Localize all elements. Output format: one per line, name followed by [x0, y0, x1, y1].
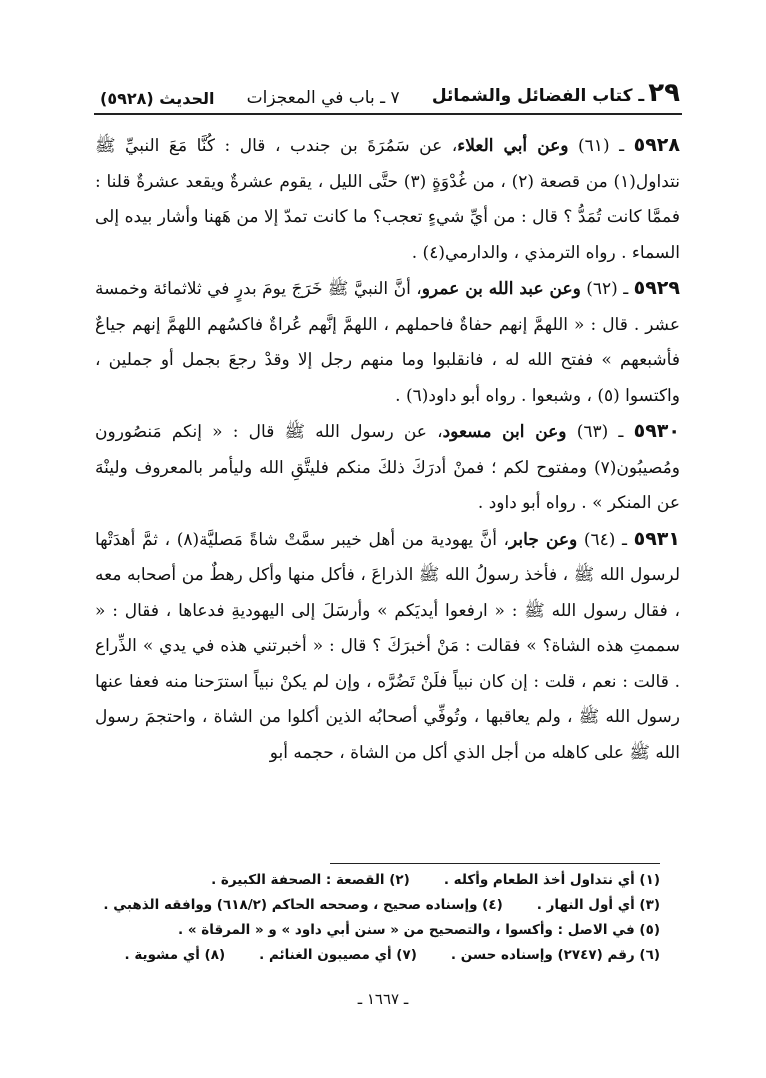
footnote: (٤) وإسناده صحيح ، وصححه الحاكم (٦١٨/٢) ووافقه الذهبي . [103, 897, 503, 913]
book-number: ٢٩ [648, 78, 680, 108]
footnote-row [95, 893, 660, 918]
footnote-row [95, 918, 660, 943]
chapter-title: ٧ ـ باب في المعجزات [246, 88, 400, 108]
hadith-number: ٥٩٢٩ [633, 277, 680, 299]
hadith-paragraph [95, 414, 680, 522]
hadith-narrator: وعن أبي العلاء [457, 136, 569, 156]
running-header [100, 68, 680, 108]
header-divider [94, 113, 682, 115]
hadith-ref: ـ (٦١) [578, 136, 625, 156]
hadith-paragraph [95, 271, 680, 414]
footnote: (٢) القصعة : الصحفة الكبيرة . [211, 872, 410, 888]
hadith-paragraph [95, 522, 680, 772]
hadith-narrator: وعن جابر [509, 529, 578, 550]
main-text [95, 128, 680, 771]
hadith-text: ، عن سَمُرَةَ بن جندب ، قال : كُنَّا مَعَ النبيِّ ﷺ نتداول(١) من قصعة (٢) ، من غُدْوَةٍ (٣) حتَّى الليل ، يقوم عشرةٌ ويقعد عشرةٌ قلنا : فممَّا كانت تُمَدُّ ؟ قال : من أيِّ شيءٍ تعجب؟ ما كانت تمدّ إلا من هَهنا وأشار بيده إلى السماء . رواه الترمذي ، والدارمي(٤) . [95, 136, 680, 263]
hadith-text: ، عن رسول الله ﷺ قال : « إنكم مَنصُورون ومُصيبُون(٧) ومفتوح لكم ؛ فمنْ أدرَكَ ذلكَ منكم فليتَّقِ الله وليأمر بالمعروف ولينْهَ عن المنكر » . رواه أبو داود . [95, 422, 680, 513]
footnote-row [95, 868, 660, 893]
hadith-narrator: وعن عبد الله بن عمرو [421, 279, 581, 299]
hadith-number: ٥٩٢٨ [633, 134, 680, 156]
hadith-text: ، أنَّ النبيَّ ﷺ خَرَجَ يومَ بدرٍ في ثلاثمائة وخمسة عشر . قال : « اللهمَّ إنهم حفاةٌ فاحملهم ، اللهمَّ إنَّهم عُراةٌ فاكسُهم اللهمَّ إنهم جياعٌ فأشبعهم » ففتح الله له ، فانقلبوا وما منهم رجل إلا وقدْ رجعَ بجمل أو جملين ، واكتسوا (٥) ، وشبعوا . رواه أبو داود(٦) . [95, 279, 680, 406]
footnote: (٥) في الاصل : وأكسوا ، والتصحيح من « سنن أبي داود » و « المرقاة » . [178, 922, 660, 938]
book-title [432, 78, 680, 108]
book-title-text: ـ كتاب الفضائل والشمائل [431, 86, 645, 106]
hadith-range: الحديث (٥٩٢٨) [100, 89, 215, 108]
hadith-number: ٥٩٣١ [633, 527, 680, 550]
hadith-narrator: وعن ابن مسعود [442, 422, 567, 442]
hadith-ref: ـ (٦٣) [576, 422, 624, 442]
hadith-ref: ـ (٦٢) [586, 279, 629, 299]
hadith-number: ٥٩٣٠ [633, 420, 680, 442]
footnote-row [95, 943, 660, 968]
footnotes [95, 868, 660, 968]
footnote: (١) أي نتداول أخذ الطعام وأكله . [443, 872, 660, 888]
hadith-ref: ـ (٦٤) [583, 529, 627, 550]
footnote: (٨) أي مشوية . [124, 947, 226, 963]
hadith-text: ، أنَّ يهودية من أهل خيبر سمَّتْ شاةً مَصليَّة(٨) ، ثمَّ أهدَتْها لرسول الله ﷺ ، فأخذ رسولُ الله ﷺ الذراعَ ، فأكل منها وأكل رهطٌ من أصحابه معه ، فقال رسول الله ﷺ : « ارفعوا أيديَكم » وأرسَلَ إلى اليهوديةِ فدعاها ، فقال : « سممتِ هذه الشاة؟ » فقالت : مَنْ أخبرَكَ ؟ قال : « أخبرتني هذه في يدي » الذِّراع . قالت : نعم ، قلت : إن كان نبياً فلَنْ تَضُرَّه ، وإن لم يكنْ نبياً استرَحنا منه فعفا عنها رسول الله ﷺ ، ولم يعاقبها ، وتُوفِّي أصحابُه الذين أكلوا من الشاة ، واحتجمَ رسول الله ﷺ على كاهله من أجل الذي أكل من الشاة ، حجمه أبو [95, 529, 680, 763]
footnote-divider [330, 863, 660, 864]
footnote: (٦) رقم (٢٧٤٧) وإسناده حسن . [450, 947, 660, 963]
footnote: (٣) أي أول النهار . [536, 897, 660, 913]
page-number: ـ ١٦٦٧ ـ [357, 990, 409, 1008]
hadith-paragraph [95, 128, 680, 271]
footnote: (٧) أي مصيبون الغنائم . [259, 947, 417, 963]
